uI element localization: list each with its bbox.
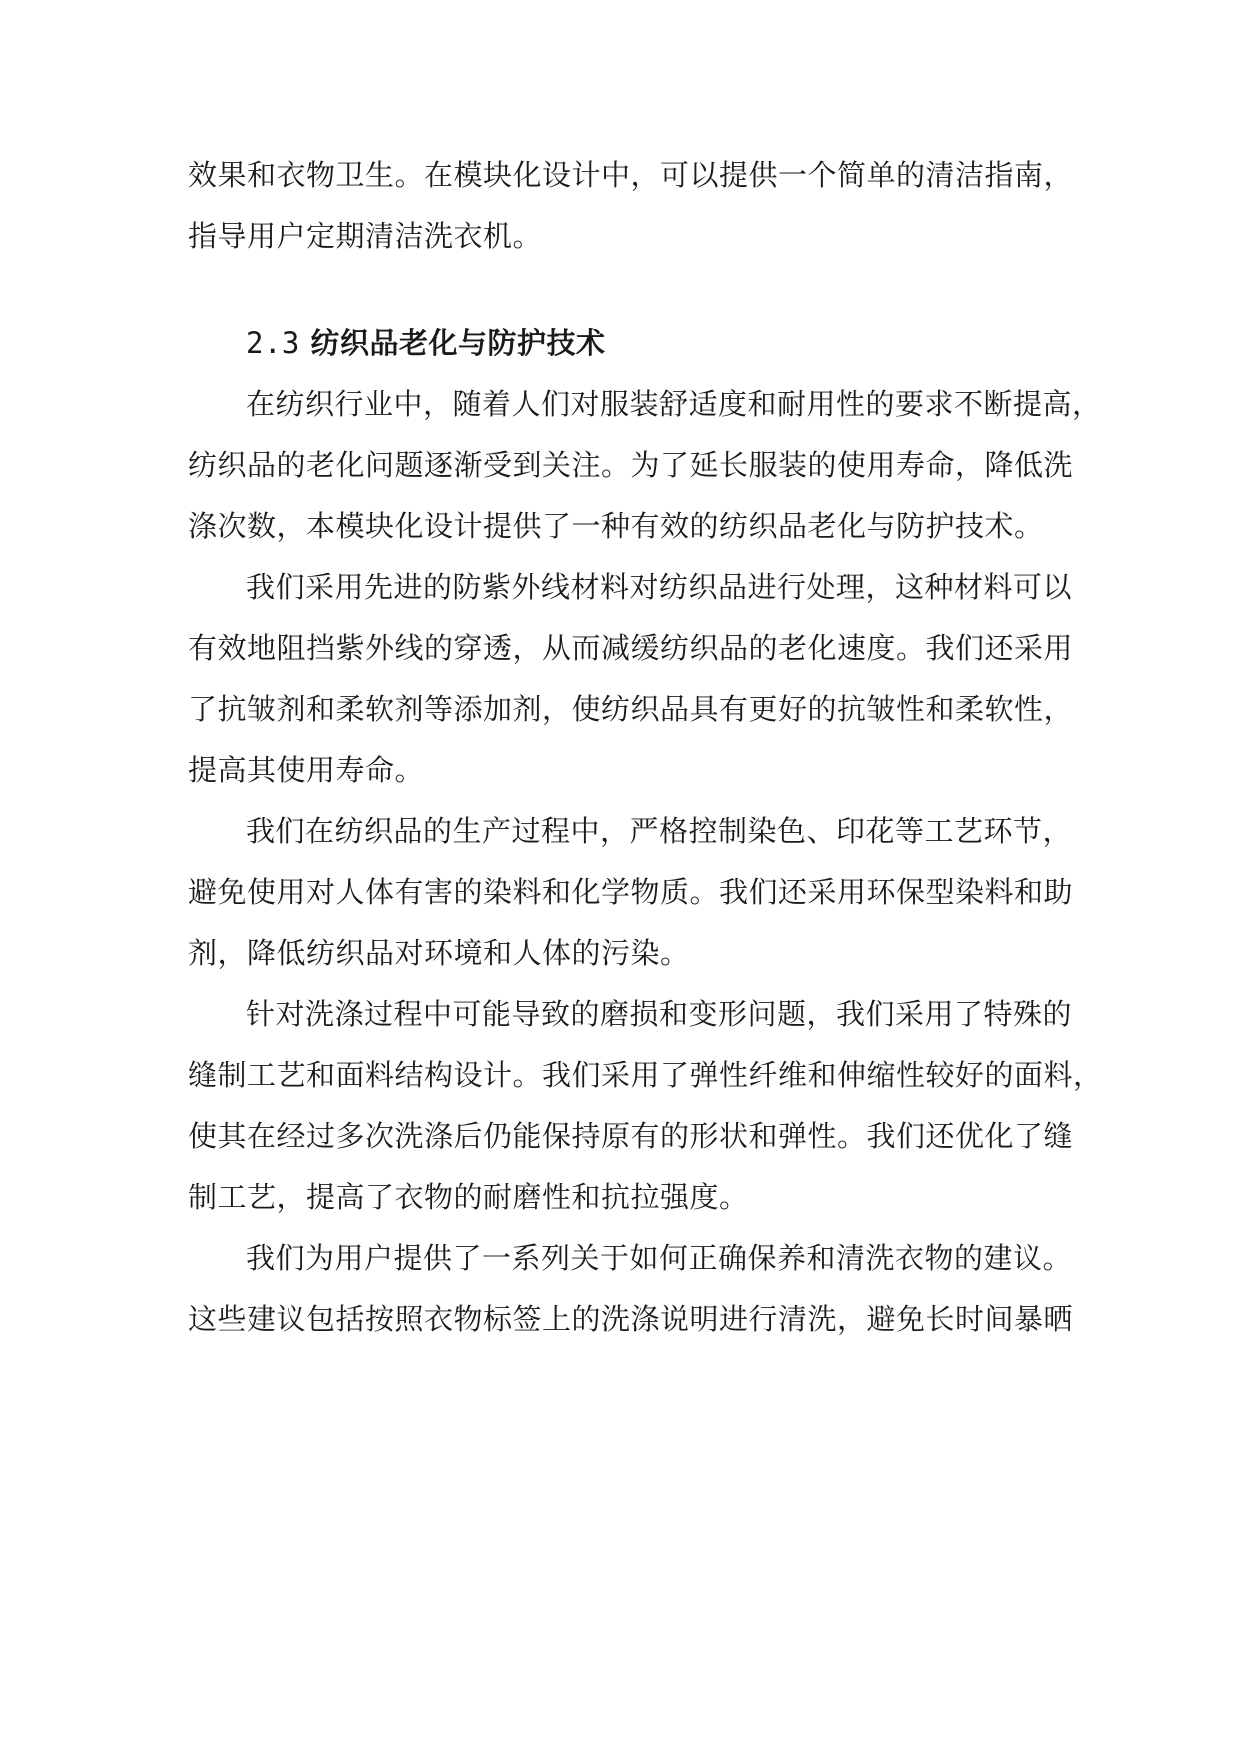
text-line: 针对洗涤过程中可能导致的磨损和变形问题，我们采用了特殊的 [246, 997, 1073, 1031]
text-line: 效果和衣物卫生。在模块化设计中，可以提供一个简单的清洁指南， [188, 158, 1074, 192]
text-line: 使其在经过多次洗涤后仍能保持原有的形状和弹性。我们还优化了缝 [188, 1119, 1074, 1153]
text-line: 在纺织行业中，随着人们对服装舒适度和耐用性的要求不断提高， [246, 387, 1102, 421]
paragraph [188, 1228, 1074, 1350]
text-line: 我们为用户提供了一系列关于如何正确保养和清洗衣物的建议。 [246, 1241, 1073, 1275]
section-number: 2.3 [246, 326, 300, 360]
text-line: 涤次数，本模块化设计提供了一种有效的纺织品老化与防护技术。 [188, 509, 1044, 543]
text-line: 指导用户定期清洁洗衣机。 [188, 219, 543, 253]
text-line: 了抗皱剂和柔软剂等添加剂，使纺织品具有更好的抗皱性和柔软性， [188, 692, 1074, 726]
text-line: 纺织品的老化问题逐渐受到关注。为了延长服装的使用寿命，降低洗 [188, 448, 1074, 482]
section-heading [188, 312, 1058, 374]
text-line: 这些建议包括按照衣物标签上的洗涤说明进行清洗，避免长时间暴晒 [188, 1302, 1074, 1336]
paragraph [188, 374, 1102, 557]
text-line: 缝制工艺和面料结构设计。我们采用了弹性纤维和伸缩性较好的面料， [188, 1058, 1103, 1092]
text-line: 我们在纺织品的生产过程中，严格控制染色、印花等工艺环节， [246, 814, 1073, 848]
paragraph [188, 557, 1074, 801]
document-page [188, 145, 1103, 1350]
paragraph [188, 801, 1074, 984]
text-line: 剂，降低纺织品对环境和人体的污染。 [188, 936, 690, 970]
section-title: 纺织品老化与防护技术 [310, 326, 606, 360]
text-line: 避免使用对人体有害的染料和化学物质。我们还采用环保型染料和助 [188, 875, 1074, 909]
text-line: 有效地阻挡紫外线的穿透，从而减缓纺织品的老化速度。我们还采用 [188, 631, 1074, 665]
text-line: 提高其使用寿命。 [188, 753, 425, 787]
paragraph [188, 984, 1103, 1228]
text-line: 我们采用先进的防紫外线材料对纺织品进行处理，这种材料可以 [246, 570, 1073, 604]
text-line: 制工艺，提高了衣物的耐磨性和抗拉强度。 [188, 1180, 749, 1214]
